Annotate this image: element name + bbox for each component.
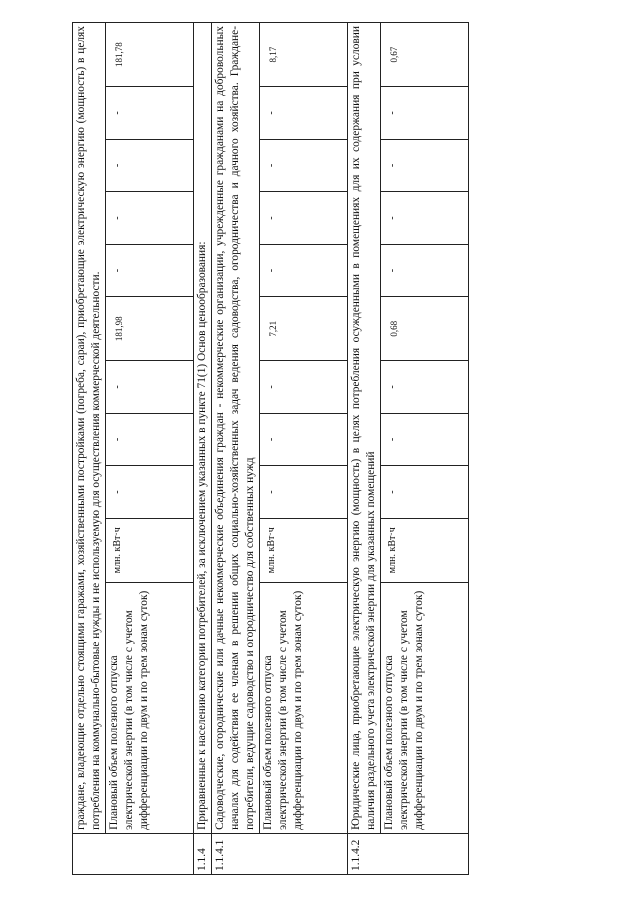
value-cell: -	[260, 244, 348, 297]
row-number: 1.1.4	[194, 833, 212, 874]
unit-cell: млн. кВт·ч	[381, 518, 469, 582]
value-cell: -	[381, 361, 469, 414]
detail-label: Плановый объем полезного отпуска электрической энергии (в том числе с учетом дифференциации по двум и по трем зонам суток)	[381, 582, 469, 833]
value-cell: -	[106, 466, 194, 519]
value-cell: -	[260, 413, 348, 466]
value-cell: -	[381, 192, 469, 245]
value-cell: 7,21	[260, 297, 348, 361]
value-cell: -	[260, 361, 348, 414]
row-number	[73, 833, 194, 874]
table-row	[212, 23, 260, 875]
category-text: Садоводческие, огороднические или дачные некоммерческие объединения граждан - некоммерческие организации, учрежденные гражданами на добровольных началах для содействия ее членам в решении общих социально-хозяйственных задач ведения садоводства, огородничества и дачного хозяйства. Граждане-потребители, ведущие садоводство и огородничество для собственных нужд	[212, 23, 260, 834]
table-row	[348, 23, 381, 875]
category-text: граждане, владеющие отдельно стоящими гаражами, хозяйственными постройками (погреба, сараи), приобретающие электрическую энергию (мощность) в целях потребления на коммунально-бытовые нужды и не используемую для осуществления коммерческой деятельности.	[73, 23, 106, 834]
value-cell: -	[381, 244, 469, 297]
unit-cell: млн. кВт·ч	[260, 518, 348, 582]
value-cell: -	[381, 466, 469, 519]
table-row	[106, 23, 194, 875]
value-cell: -	[381, 413, 469, 466]
unit-cell: млн. кВт·ч	[106, 518, 194, 582]
value-cell: -	[106, 244, 194, 297]
value-cell: -	[381, 139, 469, 192]
value-cell: 181,98	[106, 297, 194, 361]
value-cell: 181,78	[106, 23, 194, 87]
table-body	[73, 23, 469, 875]
detail-label: Плановый объем полезного отпуска электрической энергии (в том числе с учетом дифференциации по двум и по трем зонам суток)	[106, 582, 194, 833]
value-cell: -	[106, 87, 194, 140]
detail-label: Плановый объем полезного отпуска электрической энергии (в том числе с учетом дифференциации по двум и по трем зонам суток)	[260, 582, 348, 833]
table-row	[73, 23, 106, 875]
category-text: Юридические лица, приобретающие электрическую энергию (мощность) в целях потребления осужденными в помещениях для их содержания при условии наличия раздельного учета электрической энергии для указанных помещений	[348, 23, 381, 834]
value-cell: -	[106, 361, 194, 414]
row-number: 1.1.4.2	[348, 833, 469, 874]
value-cell: -	[260, 87, 348, 140]
table-row	[260, 23, 348, 875]
value-cell: 8,17	[260, 23, 348, 87]
value-cell: -	[260, 466, 348, 519]
table-row	[194, 23, 212, 875]
value-cell: -	[260, 139, 348, 192]
value-cell: 0,68	[381, 297, 469, 361]
value-cell: -	[106, 192, 194, 245]
table-row	[381, 23, 469, 875]
value-cell: -	[106, 139, 194, 192]
value-cell: -	[106, 413, 194, 466]
value-cell: 0,67	[381, 23, 469, 87]
category-text: Приравненные к населению категории потребителей, за исключением указанных в пункте 71(1) Основ ценообразования:	[194, 23, 212, 834]
value-cell: -	[381, 87, 469, 140]
value-cell: -	[260, 192, 348, 245]
row-number: 1.1.4.1	[212, 833, 348, 874]
tariff-table	[72, 22, 469, 875]
